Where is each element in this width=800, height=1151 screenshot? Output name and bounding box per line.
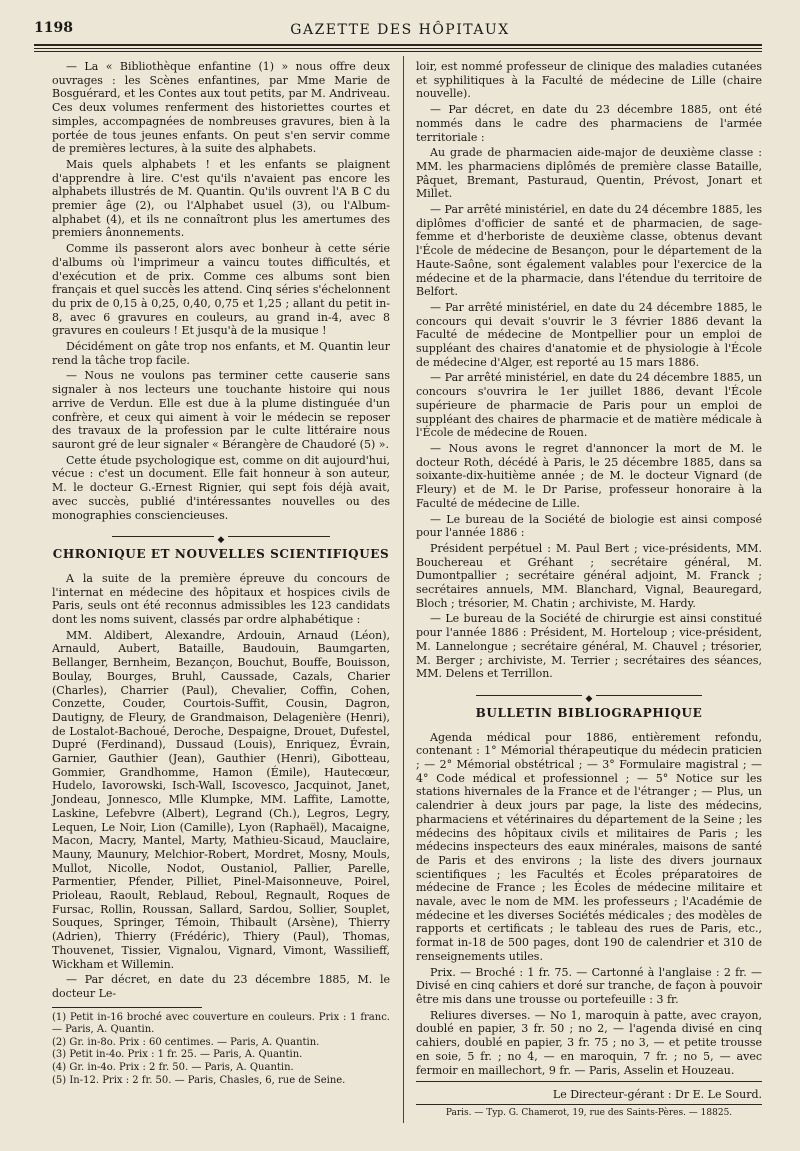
paragraph: — Le bureau de la Société de biologie est ainsi composé pour l'année 1886 :	[416, 512, 762, 540]
paragraph: — Par arrêté ministériel, en date du 24 décembre 1885, un concours s'ouvrira le 1er juillet 1886, devant l'École supérieure de pharmacie de Paris pour un emploi de suppléant des chaires de pharmacie et de matière médicale à l'École de médecine de Rouen.	[416, 371, 762, 440]
paragraph: Prix. — Broché : 1 fr. 75. — Cartonné à l'anglaise : 2 fr. — Divisé en cinq cahiers et doré sur tranche, de façon à pouvoir être mis dans une trousse ou portefeuille : 3 fr.	[416, 965, 762, 1006]
footnote: (3) Petit in-4o. Prix : 1 fr. 25. — Paris, A. Quantin.	[52, 1049, 303, 1061]
paragraph: Cette étude psychologique est, comme on dit aujourd'hui, vécue : c'est un document. Elle fait honneur à son auteur, M. le docteur G.-Ernest Rignier, qui sept fois déjà avait, avec succès, publié d'intéressantes nouvelles ou des monographies consciencieuses.	[52, 453, 390, 522]
page-header	[0, 14, 800, 44]
page-number: 1198	[34, 20, 73, 36]
paragraph: Mais quels alphabets ! et les enfants se plaignent d'apprendre à lire. C'est qu'ils n'avaient pas encore les alphabets illustrés de M. Quantin. Qu'ils ouvrent l'A B C du premier âge (2), ou l'Alphabet usuel (3), ou l'Album-alphabet (4), et ils ne connaîtront plus les amertumes des premiers ânonnements.	[52, 157, 390, 240]
section-title-chronique: CHRONIQUE ET NOUVELLES SCIENTIFIQUES	[52, 547, 390, 562]
left-column	[52, 60, 390, 1087]
candidate-list: MM. Aldibert, Alexandre, Ardouin, Arnaud (Léon), Arnauld, Aubert, Bataille, Baudouin, Baumgarten, Bellanger, Bernheim, Bezançon, Bouchut, Bouffe, Bouisson, Boulay, Bourges, Bruhl, Caussade, Cazals, Charier (Charles), Charrier (Paul), Chevalier, Coffin, Cohen, Conzette, Couder, Courtois-Suffit, Cousin, Dagron, Dautigny, de Fleury, de Grandmaison, Delagenière (Henri), de Lostalot-Bachoué, Deroche, Despaigne, Drouet, Dufestel, Dupré (Ferdinand), Dussaud (Louis), Enriquez, Évrain, Garnier, Gauthier (Jean), Gauthier (Henri), Gibotteau, Gommier, Grandhomme, Hamon (Émile), Hautecœur, Hudelo, Iavorowski, Isch-Wall, Iscovesco, Jacquinot, Janet, Jondeau, Jonnesco, Mlle Klumpke, MM. Laffite, Lamotte, Laskine, Lefebvre (Albert), Legrand (Ch.), Legros, Legry, Lequen, Le Noir, Lion (Camille), Lyon (Raphaël), Macaigne, Macon, Macry, Mantel, Marty, Mathieu-Sicaud, Mauclaire, Mauny, Maunury, Melchior-Robert, Mordret, Mosny, Mouls, Mullot, Nicolle, Nodot, Oustaniol, Pallier, Parelle, Parmentier, Pfender, Pilliet, Pinel-Maisonneuve, Poirel, Prioleau, Raoult, Reblaud, Reboul, Regnault, Roques de Fursac, Rollin, Roussan, Sallard, Sardou, Sollier, Souplet, Souques, Springer, Témoin, Thibault (Arsène), Thierry (Adrien), Thierry (Frédéric), Thiery (Paul), Thomas, Thouvenet, Tissier, Vignalou, Vignard, Vimont, Wassilieff, Wickham et Willemin.	[52, 628, 390, 971]
paragraph: Décidément on gâte trop nos enfants, et M. Quantin leur rend la tâche trop facile.	[52, 340, 390, 367]
paragraph: — Par décret, en date du 23 décembre 1885, ont été nommés dans le cadre des pharmaciens de l'armée territoriale :	[416, 103, 762, 144]
header-rule-thin	[34, 51, 762, 52]
footnote: (2) Gr. in-8o. Prix : 60 centimes. — Paris, A. Quantin.	[52, 1036, 320, 1048]
paragraph: Comme ils passeront alors avec bonheur à cette série d'albums où l'imprimeur a vaincu toutes difficultés, et d'exécution et de prix. Comme ces albums sont bien français et quel succès les attend. Cinq séries s'échelonnent du prix de 0,15 à 0,25, 0,40, 0,75 et 1,25 ; allant du petit in-8, avec 6 gravures en couleurs, au grand in-4, avec 8 gravures en couleurs ! Et jusqu'à de la musique !	[52, 242, 390, 338]
signature: Le Directeur-gérant : Dr E. Le Sourd.	[552, 1088, 762, 1102]
paragraph: Président perpétuel : M. Paul Bert ; vice-présidents, MM. Bouchereau et Gréhant ; secrétaire général, M. Dumontpallier ; secrétaire général adjoint, M. Franck ; secrétaires annuels, MM. Blanchard, Vignal, Beauregard, Bloch ; trésorier, M. Chatin ; archiviste, M. Hardy.	[416, 541, 762, 610]
paragraph: — Nous ne voulons pas terminer cette causerie sans signaler à nos lecteurs une touchante histoire qui nous arrive de Verdun. Elle est due à la plume distinguée d'un confrère, et ceux qui aiment à voir le médecin se reposer des travaux de la profession par le culte littéraire nous sauront gré de leur signaler « Bérangère de Chaudoré (5) ».	[52, 369, 390, 451]
paragraph: — Par arrêté ministériel, en date du 24 décembre 1885, le concours qui devait s'ouvrir le 3 février 1886 devant la Faculté de médecine de Montpellier pour un emploi de suppléant des chaires d'anatomie et de physiologie à l'École de médecine d'Alger, est reporté au 15 mars 1886.	[416, 300, 762, 369]
paragraph: — Par décret, en date du 23 décembre 1885, M. le docteur Le-	[52, 973, 390, 1000]
footnote: (1) Petit in-16 broché avec couverture en couleurs. Prix : 1 franc. — Paris, A. Quantin.	[52, 1011, 390, 1036]
footnote: (5) In-12. Prix : 2 fr. 50. — Paris, Chasles, 6, rue de Seine.	[52, 1074, 346, 1086]
paragraph: — Nous avons le regret d'annoncer la mort de M. le docteur Roth, décédé à Paris, le 25 décembre 1885, dans sa soixante-dix-huitième année ; de M. le docteur Vignard (de Fleury) et de M. le Dr Parise, professeur honoraire à la Faculté de médecine de Lille.	[416, 441, 762, 510]
printer-imprint: Paris. — Typ. G. Chamerot, 19, rue des Saints-Pères. — 18825.	[416, 1104, 762, 1121]
running-title: GAZETTE DES HÔPITAUX	[290, 22, 510, 38]
paragraph: — Par arrêté ministériel, en date du 24 décembre 1885, les diplômes d'officier de santé et de pharmacien, de sage-femme et d'herboriste de deuxième classe, obtenus devant l'École de médecine de Besançon, pour le département de la Haute-Saône, sont également valables pour l'exercice de la médecine et de la pharmacie, dans l'étendue du territoire de Belfort.	[416, 203, 762, 299]
header-rule	[34, 44, 762, 49]
paragraph: Au grade de pharmacien aide-major de deuxième classe : MM. les pharmaciens diplômés de première classe Bataille, Pâquet, Bremant, Pasturaud, Quentin, Prévost, Jonart et Millet.	[416, 146, 762, 201]
section-ornament: ◆	[52, 532, 390, 540]
footnote-rule	[52, 1007, 202, 1008]
paragraph: Agenda médical pour 1886, entièrement refondu, contenant : 1° Mémorial thérapeutique du médecin praticien ; — 2° Mémorial obstétrical ; — 3° Formulaire magistral ; — 4° Code médical et professionnel ; — 5° Notice sur les stations hivernales de la France et de l'étranger ; — Plus, un calendrier à deux jours par page, la liste des médecins, pharmaciens et vétérinaires du département de la Seine ; les médecins des hôpitaux civils et militaires de Paris ; les médecins inspecteurs des eaux minérales, maisons de santé de Paris et des environs ; la liste des divers journaux scientifiques ; les Facultés et Écoles préparatoires de médecine de France ; les Écoles de médecine militaire et navale, avec le nom de MM. les professeurs ; l'Académie de médecine et les diverses Sociétés médicales ; des modèles de rapports et certificats ; le tableau des rues de Paris, etc., format in-18 de 500 pages, dont 190 de calendrier et 310 de renseignements utiles.	[416, 730, 762, 963]
paragraph: — Le bureau de la Société de chirurgie est ainsi constitué pour l'année 1886 : Président, M. Horteloup ; vice-président, M. Lannelongue ; secrétaire général, M. Chauvel ; trésorier, M. Berger ; archiviste, M. Terrier ; secrétaires des séances, MM. Delens et Terrillon.	[416, 612, 762, 681]
footnotes	[52, 1012, 390, 1088]
right-column	[416, 60, 762, 1121]
section-ornament: ◆	[416, 691, 762, 699]
paragraph: — La « Bibliothèque enfantine (1) » nous offre deux ouvrages : les Scènes enfantines, par Mme Marie de Bosguérard, et les Contes aux tout petits, par M. Andriveau. Ces deux volumes renferment des historiettes courtes et simples, accompagnées de nombreuses gravures, bien à la portée de tous jeunes enfants. On peut s'en servir comme de premières lectures, à la suite des alphabets.	[52, 60, 390, 156]
footnote: (4) Gr. in-4o. Prix : 2 fr. 50. — Paris, A. Quantin.	[52, 1062, 294, 1074]
signature-rule	[416, 1081, 762, 1082]
section-title-bulletin: BULLETIN BIBLIOGRAPHIQUE	[475, 705, 703, 720]
paragraph: A la suite de la première épreuve du concours de l'internat en médecine des hôpitaux et hospices civils de Paris, seuls ont été reconnus admissibles les 123 candidats dont les noms suivent, classés par ordre alphabétique :	[52, 571, 390, 627]
paragraph: loir, est nommé professeur de clinique des maladies cutanées et syphilitiques à la Faculté de médecine de Lille (chaire nouvelle).	[416, 60, 762, 101]
paragraph: Reliures diverses. — No 1, maroquin à patte, avec crayon, doublé en papier, 3 fr. 50 ; no 2, — l'agenda divisé en cinq cahiers, doublé en papier, 3 fr. 75 ; no 3, — et petite trousse en soie, 5 fr. ; no 4, — en maroquin, 7 fr. ; no 5, — avec fermoir en maillechort, 9 fr. — Paris, Asselin et Houzeau.	[416, 1008, 762, 1077]
column-divider	[403, 56, 404, 1123]
